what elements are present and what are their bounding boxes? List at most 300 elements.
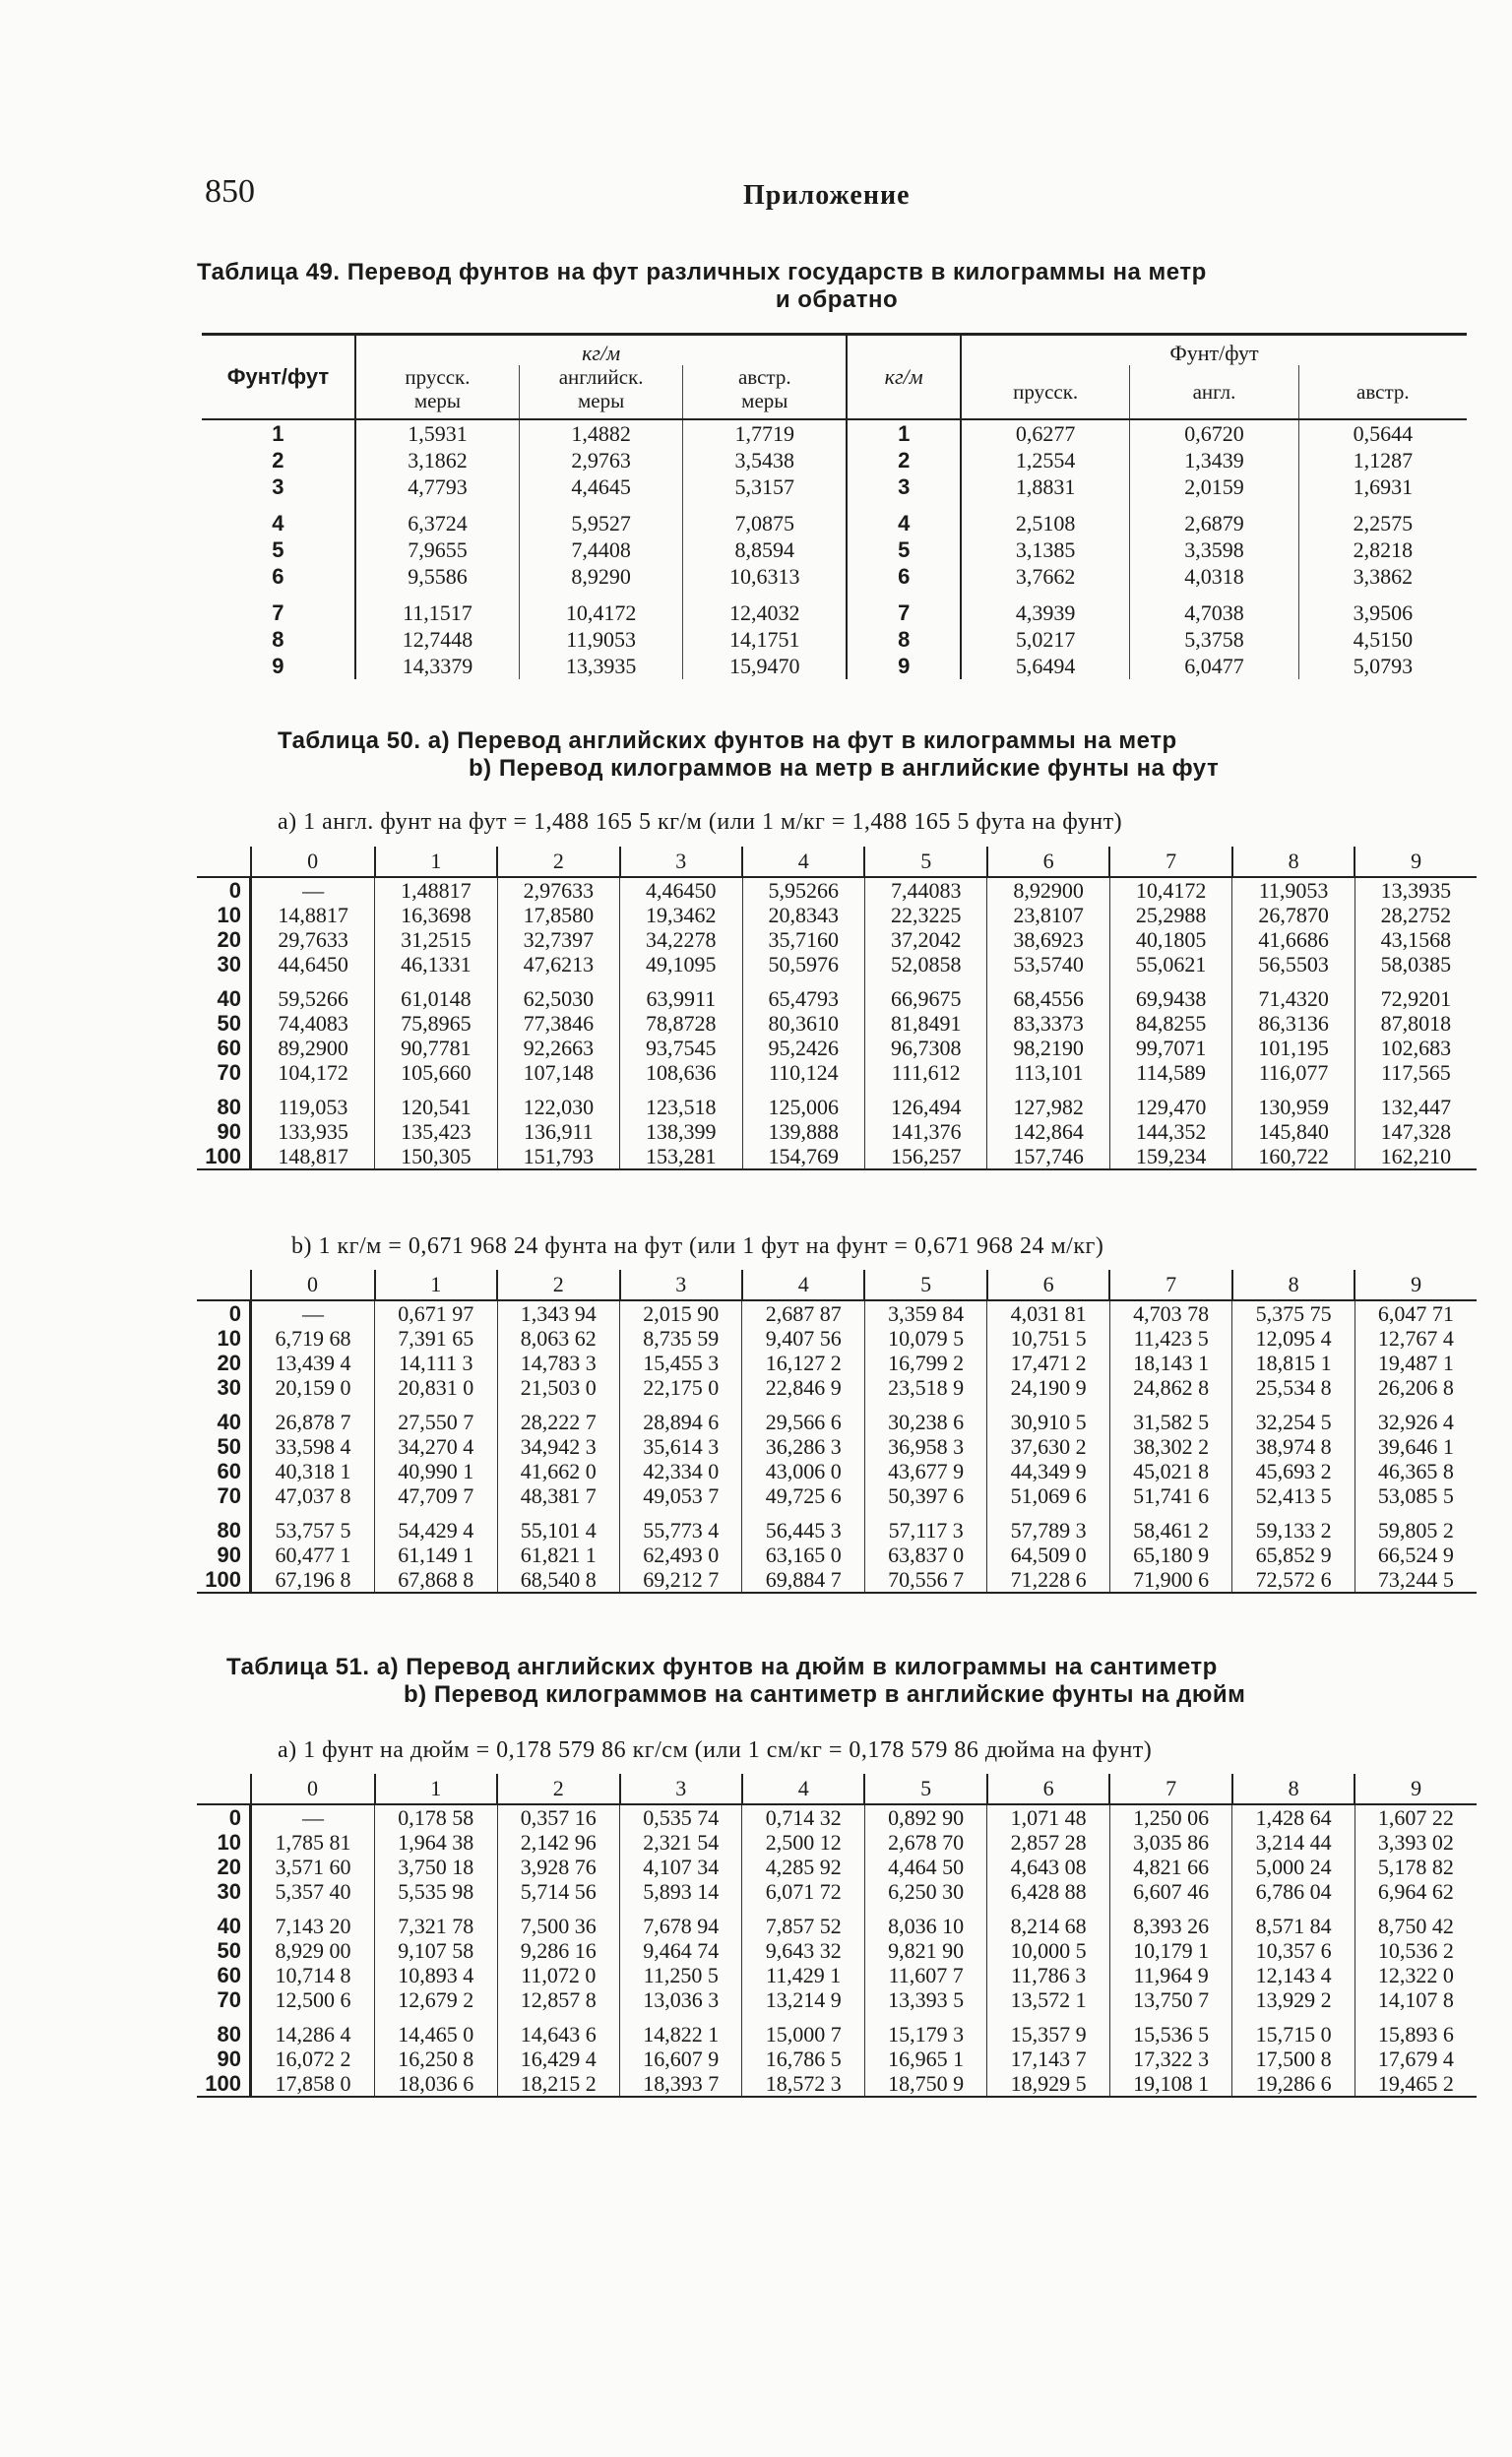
grid-col-header: 2: [497, 847, 619, 877]
grid-cell: 55,101 4: [497, 1508, 619, 1543]
t49-cell: 1,2554: [961, 447, 1130, 473]
grid-cell: 117,565: [1354, 1060, 1477, 1085]
grid-cell: 2,857 28: [987, 1830, 1109, 1855]
grid-cell: 6,047 71: [1354, 1300, 1477, 1326]
grid-cell: 126,494: [864, 1085, 986, 1119]
grid-cell: 105,660: [375, 1060, 497, 1085]
grid-cell: 1,428 64: [1232, 1804, 1354, 1830]
grid-cell: 15,893 6: [1354, 2012, 1477, 2047]
t49-cell: 2,2575: [1298, 500, 1467, 536]
grid-col-header: 2: [497, 1270, 619, 1300]
grid-row: [197, 1987, 1477, 2012]
grid-cell: 12,767 4: [1354, 1326, 1477, 1351]
table51-formula-a: а) 1 фунт на дюйм = 0,178 579 86 кг/см (или 1 см/кг = 0,178 579 86 дюйма на фунт): [278, 1737, 1153, 1763]
grid-cell: 8,929 00: [275, 1938, 351, 1963]
grid-cell: 3,359 84: [864, 1300, 986, 1326]
grid-cell: 6,719 68: [275, 1326, 351, 1351]
t49-cell: 4: [272, 511, 284, 536]
grid-row: [197, 1060, 1477, 1085]
grid-cell: 77,3846: [497, 1011, 619, 1036]
grid-cell: 8,735 59: [620, 1326, 742, 1351]
t49-cell: 2,6879: [1130, 500, 1298, 536]
t49-cell: 11,1517: [355, 590, 520, 626]
grid-cell: 59,133 2: [1232, 1508, 1354, 1543]
grid-cell: 25,534 8: [1232, 1375, 1354, 1400]
grid-cell: 1,343 94: [497, 1300, 619, 1326]
grid-cell: 2,687 87: [742, 1300, 864, 1326]
grid-cell: 9,407 56: [742, 1326, 864, 1351]
grid-cell: 11,423 5: [1109, 1326, 1231, 1351]
grid-cell: 28,222 7: [497, 1400, 619, 1434]
grid-cell: 18,815 1: [1232, 1351, 1354, 1375]
grid-cell: 18,572 3: [742, 2071, 864, 2097]
grid-cell: 130,959: [1232, 1085, 1354, 1119]
grid-cell: —: [302, 1805, 325, 1830]
grid-cell: 38,6923: [987, 927, 1109, 952]
grid-cell: 16,429 4: [497, 2047, 619, 2071]
grid-cell: 66,9675: [864, 976, 986, 1011]
t49-cell: 8: [272, 627, 284, 652]
grid-col-header: 9: [1354, 1774, 1477, 1804]
grid-col-header: 4: [742, 1774, 864, 1804]
t49-cell: 5,3157: [683, 473, 848, 500]
grid-row: [197, 1879, 1477, 1904]
grid-row-header: 90: [197, 2047, 251, 2071]
grid-cell: 113,101: [987, 1060, 1109, 1085]
grid-cell: 24,862 8: [1109, 1375, 1231, 1400]
grid-cell: 31,582 5: [1109, 1400, 1231, 1434]
grid-cell: 144,352: [1109, 1119, 1231, 1144]
grid-row: [197, 2047, 1477, 2071]
grid-cell: 41,6686: [1232, 927, 1354, 952]
grid-cell: 12,857 8: [497, 1987, 619, 2012]
grid-row-header: 70: [197, 1060, 251, 1085]
t49-cell: 6: [272, 564, 284, 589]
grid-cell: 2,500 12: [742, 1830, 864, 1855]
t49-cell: 6,3724: [355, 500, 520, 536]
grid-cell: 34,942 3: [497, 1434, 619, 1459]
grid-col-header: 9: [1354, 1270, 1477, 1300]
t49-english-measures: меры: [578, 389, 625, 412]
grid-cell: 13,439 4: [275, 1351, 351, 1375]
grid-row-header: 30: [197, 1375, 251, 1400]
t49-cell: 3,7662: [961, 563, 1130, 590]
grid-cell: 3,214 44: [1232, 1830, 1354, 1855]
grid-col-header: 1: [375, 1270, 497, 1300]
grid-cell: 46,365 8: [1354, 1459, 1477, 1483]
grid-cell: 15,000 7: [742, 2012, 864, 2047]
grid-col-header: 6: [987, 1270, 1109, 1300]
grid-cell: 32,254 5: [1232, 1400, 1354, 1434]
grid-cell: 7,321 78: [375, 1904, 497, 1938]
grid-cell: 81,8491: [864, 1011, 986, 1036]
t49-row: [202, 590, 1467, 626]
grid-cell: 57,789 3: [987, 1508, 1109, 1543]
grid-cell: 50,397 6: [864, 1483, 986, 1508]
grid-cell: 47,709 7: [375, 1483, 497, 1508]
grid-cell: 16,786 5: [742, 2047, 864, 2071]
t49-col-kgm: кг/м: [847, 335, 961, 420]
grid-cell: 93,7545: [620, 1036, 742, 1060]
grid-cell: 64,509 0: [987, 1543, 1109, 1567]
grid-cell: 62,493 0: [620, 1543, 742, 1567]
t49-cell: 5,6494: [961, 653, 1130, 679]
grid-col-header: 4: [742, 1270, 864, 1300]
grid-cell: 18,215 2: [497, 2071, 619, 2097]
grid-cell: 153,281: [620, 1144, 742, 1169]
grid-cell: 4,464 50: [864, 1855, 986, 1879]
grid-cell: 44,6450: [278, 952, 348, 976]
grid-col-header: 7: [1109, 1774, 1231, 1804]
grid-cell: —: [302, 1301, 325, 1326]
grid-cell: 160,722: [1232, 1144, 1354, 1169]
t49-cell: 1,5931: [355, 419, 520, 447]
grid-cell: 67,196 8: [251, 1567, 375, 1593]
grid-cell: 66,524 9: [1354, 1543, 1477, 1567]
grid-cell: 6,428 88: [987, 1879, 1109, 1904]
grid-cell: 14,643 6: [497, 2012, 619, 2047]
grid-col-header: 5: [864, 847, 986, 877]
grid-row: [197, 1375, 1477, 1400]
grid-row-header: 20: [197, 1855, 251, 1879]
grid-cell: 15,536 5: [1109, 2012, 1231, 2047]
grid-cell: 29,7633: [278, 927, 348, 952]
grid-col-header: 9: [1354, 847, 1477, 877]
t49-cell: 8,8594: [683, 536, 848, 563]
grid-row-header: 70: [197, 1483, 251, 1508]
grid-cell: 45,021 8: [1109, 1459, 1231, 1483]
grid-row: [197, 1011, 1477, 1036]
t49-cell: 7: [847, 590, 961, 626]
grid-cell: 22,846 9: [742, 1375, 864, 1400]
grid-cell: 20,8343: [742, 903, 864, 927]
grid-cell: 15,179 3: [864, 2012, 986, 2047]
grid-cell: 4,821 66: [1109, 1855, 1231, 1879]
grid-col-header: 1: [375, 1774, 497, 1804]
grid-cell: 6,964 62: [1354, 1879, 1477, 1904]
grid-cell: 67,868 8: [375, 1567, 497, 1593]
grid-cell: 3,035 86: [1109, 1830, 1231, 1855]
grid-row-header: 80: [197, 1085, 251, 1119]
t49-col-english-short: англ.: [1130, 365, 1298, 419]
grid-cell: 74,4083: [278, 1011, 348, 1036]
grid-col-header: 3: [620, 847, 742, 877]
grid-cell: 5,714 56: [497, 1879, 619, 1904]
grid-cell: 119,053: [278, 1095, 348, 1119]
grid-cell: 9,464 74: [620, 1938, 742, 1963]
grid-row-header: 0: [197, 1804, 251, 1830]
grid-cell: 26,206 8: [1354, 1375, 1477, 1400]
t49-cell: 2,0159: [1130, 473, 1298, 500]
grid-cell: 21,503 0: [497, 1375, 619, 1400]
t49-cell: 4: [847, 500, 961, 536]
grid-row: [197, 2071, 1477, 2097]
table50-caption-line2: b) Перевод килограммов на метр в английские фунты на фут: [469, 755, 1220, 782]
grid-cell: 48,381 7: [497, 1483, 619, 1508]
grid-corner: [197, 1270, 251, 1300]
grid-row: [197, 1804, 1477, 1830]
grid-cell: 7,857 52: [742, 1904, 864, 1938]
grid-cell: 40,990 1: [375, 1459, 497, 1483]
grid-row-header: 80: [197, 2012, 251, 2047]
t49-cell: 7: [272, 600, 284, 625]
grid-cell: 33,598 4: [275, 1434, 351, 1459]
grid-cell: 108,636: [620, 1060, 742, 1085]
t49-cell: 10,4172: [520, 590, 683, 626]
grid-cell: 49,725 6: [742, 1483, 864, 1508]
grid-cell: 89,2900: [278, 1036, 348, 1060]
grid-cell: 55,773 4: [620, 1508, 742, 1543]
grid-cell: 90,7781: [375, 1036, 497, 1060]
grid-cell: 17,143 7: [987, 2047, 1109, 2071]
grid-cell: 40,318 1: [275, 1459, 351, 1483]
t49-cell: 5,9527: [520, 500, 683, 536]
grid-cell: 22,175 0: [620, 1375, 742, 1400]
grid-cell: 129,470: [1109, 1085, 1231, 1119]
grid-cell: 10,079 5: [864, 1326, 986, 1351]
t49-col-lbft: Фунт/фут: [202, 335, 355, 420]
grid-col-header: 0: [251, 1270, 375, 1300]
grid-cell: 71,228 6: [987, 1567, 1109, 1593]
grid-cell: 19,465 2: [1354, 2071, 1477, 2097]
grid-row: [197, 976, 1477, 1011]
grid-cell: 55,0621: [1109, 952, 1231, 976]
t49-row: [202, 473, 1467, 500]
grid-cell: 13,214 9: [742, 1987, 864, 2012]
grid-cell: 0,178 58: [375, 1804, 497, 1830]
grid-col-header: 7: [1109, 1270, 1231, 1300]
grid-row: [197, 877, 1477, 903]
t49-cell: 4,0318: [1130, 563, 1298, 590]
grid-cell: 14,107 8: [1354, 1987, 1477, 2012]
t49-col-austrian: [683, 365, 848, 419]
t49-cell: 1,3439: [1130, 447, 1298, 473]
grid-cell: 37,2042: [864, 927, 986, 952]
grid-cell: 65,852 9: [1232, 1543, 1354, 1567]
grid-row-header: 60: [197, 1459, 251, 1483]
grid-cell: 0,671 97: [375, 1300, 497, 1326]
grid-cell: 1,071 48: [987, 1804, 1109, 1830]
grid-cell: 3,928 76: [497, 1855, 619, 1879]
grid-cell: 159,234: [1109, 1144, 1231, 1169]
t49-cell: 4,5150: [1298, 626, 1467, 653]
grid-cell: 69,884 7: [742, 1567, 864, 1593]
grid-cell: 26,878 7: [275, 1410, 351, 1434]
grid-row-header: 50: [197, 1434, 251, 1459]
grid-cell: 107,148: [497, 1060, 619, 1085]
grid-cell: 60,477 1: [275, 1543, 351, 1567]
grid-cell: 54,429 4: [375, 1508, 497, 1543]
grid-cell: 1,48817: [375, 877, 497, 903]
grid-cell: 68,4556: [987, 976, 1109, 1011]
grid-col-header: 2: [497, 1774, 619, 1804]
grid-cell: 101,195: [1232, 1036, 1354, 1060]
grid-cell: 154,769: [742, 1144, 864, 1169]
t49-cell: 9: [272, 654, 284, 678]
table50b: [197, 1270, 1477, 1594]
grid-cell: 11,072 0: [497, 1963, 619, 1987]
grid-cell: 16,799 2: [864, 1351, 986, 1375]
grid-cell: 5,535 98: [375, 1879, 497, 1904]
grid-cell: 53,5740: [987, 952, 1109, 976]
grid-cell: 4,107 34: [620, 1855, 742, 1879]
table49-caption-line2: и обратно: [775, 286, 899, 313]
t49-cell: 3,3862: [1298, 563, 1467, 590]
table51-caption-line2: b) Перевод килограммов на сантиметр в английские фунты на дюйм: [404, 1681, 1246, 1708]
grid-cell: 51,069 6: [987, 1483, 1109, 1508]
grid-cell: 56,5503: [1232, 952, 1354, 976]
grid-cell: 127,982: [987, 1085, 1109, 1119]
table49-caption-line1: Таблица 49. Перевод фунтов на фут различных государств в килограммы на метр: [197, 259, 1207, 285]
grid-cell: 122,030: [497, 1085, 619, 1119]
t49-cell: 5,3758: [1130, 626, 1298, 653]
grid-cell: 4,285 92: [742, 1855, 864, 1879]
grid-cell: 71,900 6: [1109, 1567, 1231, 1593]
grid-row: [197, 1830, 1477, 1855]
t49-cell: 8,9290: [520, 563, 683, 590]
t49-cell: 2,8218: [1298, 536, 1467, 563]
t49-row: [202, 653, 1467, 679]
running-head: Приложение: [743, 180, 911, 211]
grid-cell: 19,108 1: [1109, 2071, 1231, 2097]
grid-cell: 16,127 2: [742, 1351, 864, 1375]
t49-cell: 5,0793: [1298, 653, 1467, 679]
grid-cell: 16,072 2: [275, 2047, 351, 2071]
grid-cell: 10,714 8: [275, 1963, 351, 1987]
grid-cell: 53,757 5: [275, 1518, 351, 1543]
grid-row-header: 20: [197, 927, 251, 952]
grid-row-header: 60: [197, 1963, 251, 1987]
grid-cell: 25,2988: [1109, 903, 1231, 927]
grid-cell: 133,935: [278, 1119, 348, 1144]
t49-cell: 2,5108: [961, 500, 1130, 536]
grid-cell: 30,910 5: [987, 1400, 1109, 1434]
grid-cell: 8,036 10: [864, 1904, 986, 1938]
grid-col-header: 3: [620, 1774, 742, 1804]
grid-cell: 151,793: [497, 1144, 619, 1169]
grid-row: [197, 1119, 1477, 1144]
grid-cell: 35,7160: [742, 927, 864, 952]
grid-row: [197, 903, 1477, 927]
t49-cell: 5,0217: [961, 626, 1130, 653]
grid-cell: 138,399: [620, 1119, 742, 1144]
t49-col-austrian-short: австр.: [1298, 365, 1467, 419]
grid-cell: 6,786 04: [1232, 1879, 1354, 1904]
grid-row-header: 0: [197, 877, 251, 903]
grid-cell: 0,357 16: [497, 1804, 619, 1830]
t49-group-kgm: кг/м: [355, 335, 848, 366]
grid-cell: 0,714 32: [742, 1804, 864, 1830]
grid-cell: 4,46450: [620, 877, 742, 903]
t49-cell: 5: [272, 537, 284, 562]
grid-cell: 20,159 0: [275, 1375, 351, 1400]
t49-cell: 12,4032: [683, 590, 848, 626]
grid-cell: 15,715 0: [1232, 2012, 1354, 2047]
grid-cell: 12,679 2: [375, 1987, 497, 2012]
grid-cell: 31,2515: [375, 927, 497, 952]
grid-cell: 132,447: [1354, 1085, 1477, 1119]
grid-row: [197, 1351, 1477, 1375]
t49-prussian-measures: меры: [413, 389, 462, 412]
table50-formula-b: b) 1 кг/м = 0,671 968 24 фунта на фут (или 1 фут на фунт = 0,671 968 24 м/кг): [291, 1233, 1104, 1259]
grid-cell: 5,893 14: [620, 1879, 742, 1904]
grid-cell: 83,3373: [987, 1011, 1109, 1036]
grid-cell: 65,4793: [742, 976, 864, 1011]
grid-cell: 11,429 1: [742, 1963, 864, 1987]
grid-cell: 4,031 81: [987, 1300, 1109, 1326]
grid-cell: 43,006 0: [742, 1459, 864, 1483]
grid-cell: 102,683: [1354, 1036, 1477, 1060]
grid-col-header: 6: [987, 847, 1109, 877]
grid-cell: 8,214 68: [987, 1904, 1109, 1938]
t49-cell: 1,8831: [961, 473, 1130, 500]
t49-cell: 1,1287: [1298, 447, 1467, 473]
grid-cell: 15,357 9: [987, 2012, 1109, 2047]
grid-cell: 52,0858: [864, 952, 986, 976]
t49-cell: 1: [272, 421, 284, 446]
t49-austrian-label: австр.: [737, 365, 791, 389]
t49-row: [202, 626, 1467, 653]
grid-cell: 70,556 7: [864, 1567, 986, 1593]
grid-cell: 62,5030: [497, 976, 619, 1011]
grid-cell: 30,238 6: [864, 1400, 986, 1434]
grid-cell: 104,172: [278, 1060, 348, 1085]
grid-cell: 32,7397: [497, 927, 619, 952]
grid-cell: 43,677 9: [864, 1459, 986, 1483]
grid-cell: 13,036 3: [620, 1987, 742, 2012]
grid-cell: 9,286 16: [497, 1938, 619, 1963]
t49-cell: 5: [847, 536, 961, 563]
grid-row: [197, 1938, 1477, 1963]
grid-cell: 59,5266: [278, 986, 348, 1011]
grid-cell: 28,2752: [1354, 903, 1477, 927]
t49-cell: 3,1385: [961, 536, 1130, 563]
grid-cell: 12,095 4: [1232, 1326, 1354, 1351]
grid-col-header: 5: [864, 1270, 986, 1300]
grid-cell: 11,250 5: [620, 1963, 742, 1987]
grid-row: [197, 927, 1477, 952]
t49-row: [202, 500, 1467, 536]
grid-cell: 80,3610: [742, 1011, 864, 1036]
grid-row-header: 100: [197, 2071, 251, 2097]
grid-row: [197, 2012, 1477, 2047]
grid-cell: 38,974 8: [1232, 1434, 1354, 1459]
t49-austrian-measures: меры: [741, 389, 788, 412]
grid-row: [197, 1036, 1477, 1060]
t49-cell: 3,9506: [1298, 590, 1467, 626]
grid-cell: 4,643 08: [987, 1855, 1109, 1879]
grid-cell: 71,4320: [1232, 976, 1354, 1011]
grid-cell: 13,929 2: [1232, 1987, 1354, 2012]
grid-cell: 47,037 8: [275, 1483, 351, 1508]
grid-cell: 72,572 6: [1232, 1567, 1354, 1593]
t49-cell: 9: [847, 653, 961, 679]
grid-cell: 14,783 3: [497, 1351, 619, 1375]
grid-cell: 8,750 42: [1354, 1904, 1477, 1938]
grid-cell: 150,305: [375, 1144, 497, 1169]
grid-row: [197, 1300, 1477, 1326]
grid-cell: 51,741 6: [1109, 1483, 1231, 1508]
t49-cell: 4,3939: [961, 590, 1130, 626]
grid-cell: 1,250 06: [1109, 1804, 1231, 1830]
grid-cell: 92,2663: [497, 1036, 619, 1060]
grid-cell: 19,286 6: [1232, 2071, 1354, 2097]
t49-cell: 1,7719: [683, 419, 848, 447]
grid-cell: 12,500 6: [275, 1987, 351, 2012]
grid-cell: 69,212 7: [620, 1567, 742, 1593]
grid-cell: 7,500 36: [497, 1904, 619, 1938]
grid-cell: 7,143 20: [275, 1914, 351, 1938]
